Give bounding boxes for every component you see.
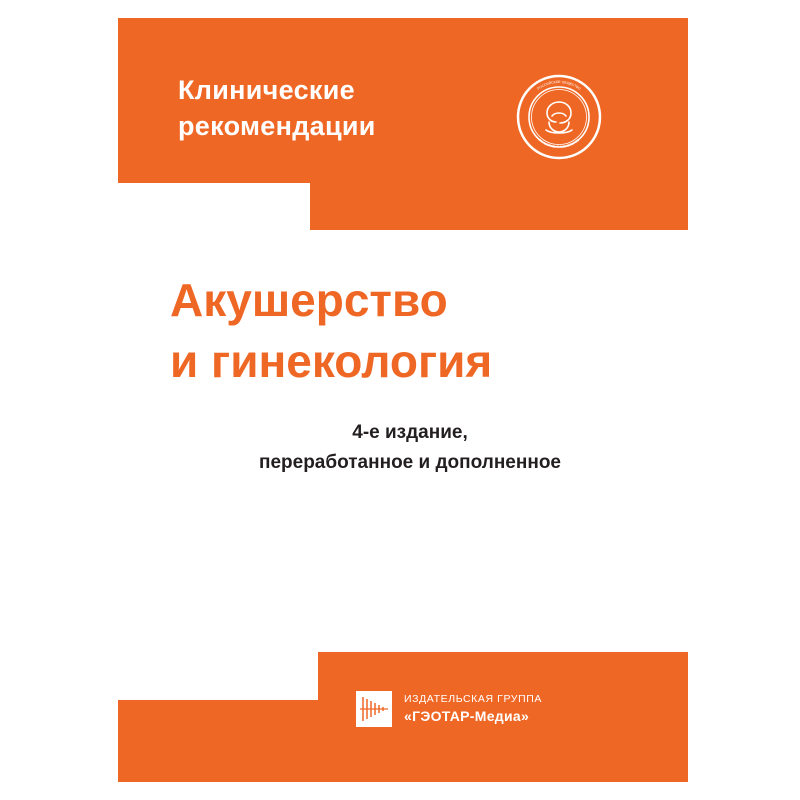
book-main-title-line-1: Акушерство <box>170 274 448 326</box>
book-main-title <box>170 270 650 391</box>
book-cover <box>118 18 688 782</box>
society-emblem-icon <box>516 74 602 160</box>
publisher-line-2: «ГЭОТАР-Медиа» <box>404 707 530 724</box>
publisher-text <box>404 693 542 725</box>
edition-info <box>170 418 650 479</box>
series-title-line-1: Клинические <box>178 75 355 105</box>
series-title-line-2: рекомендации <box>178 110 376 141</box>
publisher-line-1: ИЗДАТЕЛЬСКАЯ ГРУППА <box>404 693 542 706</box>
book-main-title-line-2: и гинекология <box>170 334 493 387</box>
svg-text:РОССИЙСКОЕ ОБЩЕСТВО: РОССИЙСКОЕ ОБЩЕСТВО <box>536 79 582 91</box>
publisher-logo-icon <box>356 691 392 727</box>
edition-line-1: 4-е издание, <box>352 422 468 443</box>
svg-text:АКУШЕРОВ-ГИНЕКОЛОГОВ: АКУШЕРОВ-ГИНЕКОЛОГОВ <box>537 137 581 150</box>
edition-line-2: переработанное и дополненное <box>258 452 561 474</box>
publisher-block <box>356 691 542 727</box>
series-title <box>178 73 508 144</box>
